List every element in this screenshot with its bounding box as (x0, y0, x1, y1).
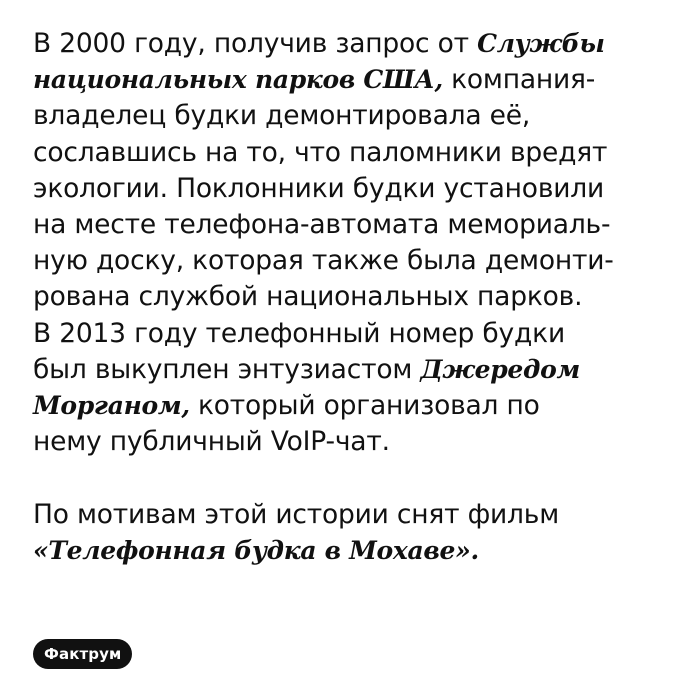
text-fragment: который организовал по (189, 390, 540, 422)
text-line: рована службой национальных парков. (33, 281, 583, 313)
brand-logo: Фактрум (33, 639, 132, 669)
text-line (33, 388, 683, 424)
text-fragment: был выкуплен энтузиастом (33, 353, 421, 385)
fact-text (33, 26, 683, 569)
text-fragment: компания- (442, 64, 596, 96)
text-line (33, 26, 683, 62)
text-line: нему публичный VoIP-чат. (33, 426, 390, 458)
emphasis-text: Службы (477, 29, 605, 58)
text-line (33, 533, 683, 569)
paragraph-spacer (33, 460, 683, 496)
text-line: По мотивам этой истории снят фильм (33, 498, 559, 530)
text-line: владелец будки демонтировала её, (33, 100, 531, 132)
text-line: В 2013 году телефонный номер будки (33, 317, 565, 349)
emphasis-text: Джередом (420, 354, 580, 384)
film-title: «Телефонная будка в Мохаве». (33, 535, 479, 565)
emphasis-text: национальных парков США, (33, 65, 443, 95)
emphasis-text: Морганом, (33, 391, 190, 421)
text-line: на месте телефона-автомата мемориаль- (33, 209, 611, 241)
text-line (33, 62, 683, 98)
text-line: экологии. Поклонники будки установили (33, 172, 605, 204)
text-line: ную доску, которая также была демонти- (33, 245, 614, 277)
text-line (33, 352, 683, 388)
text-fragment: В 2000 году, получив запрос от (33, 28, 478, 59)
text-line: сославшись на то, что паломники вредят (33, 136, 608, 168)
